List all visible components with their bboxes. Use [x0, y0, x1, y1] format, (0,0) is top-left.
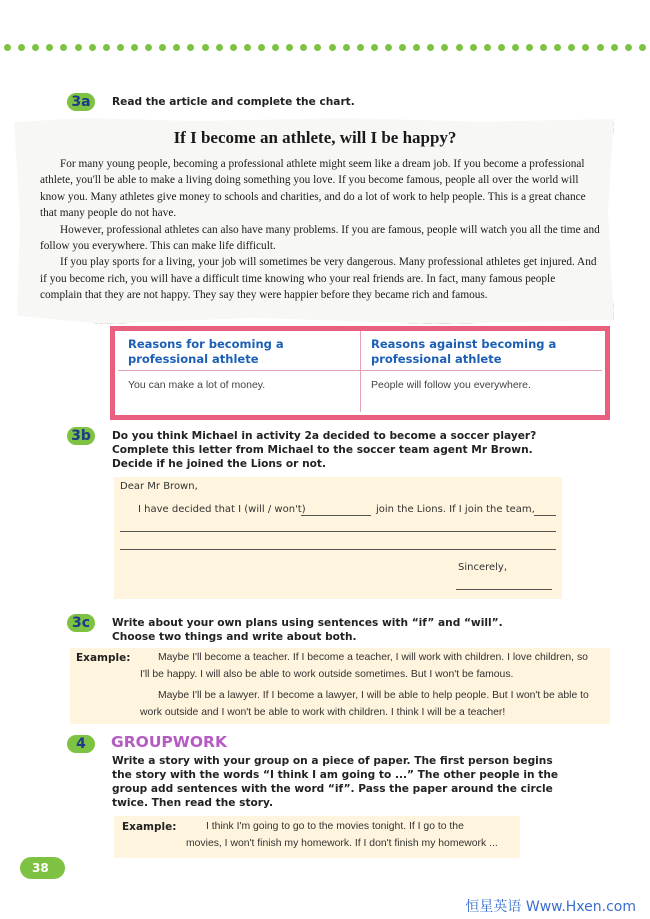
- letter-box: [114, 477, 562, 599]
- badge-3c: 3c: [67, 614, 95, 632]
- instruction-line: Decide if he joined the Lions or not.: [112, 458, 327, 470]
- blank-line[interactable]: [120, 549, 556, 550]
- dot: [498, 44, 505, 51]
- letter-greeting: Dear Mr Brown,: [120, 481, 198, 492]
- dot: [357, 44, 364, 51]
- example-label: Example:: [122, 821, 177, 833]
- chart-header-for: Reasons for becoming a professional athlete: [118, 331, 360, 371]
- dot: [611, 44, 618, 51]
- dot: [314, 44, 321, 51]
- dot: [18, 44, 25, 51]
- dot: [427, 44, 434, 51]
- dot: [582, 44, 589, 51]
- instruction-line: twice. Then read the story.: [112, 797, 273, 809]
- dotted-divider: [4, 44, 646, 54]
- dot: [131, 44, 138, 51]
- instruction-line: Complete this letter from Michael to the soccer team agent Mr Brown.: [112, 444, 533, 456]
- dot: [568, 44, 575, 51]
- instruction-3b: [112, 429, 536, 471]
- dot: [202, 44, 209, 51]
- example-label: Example:: [76, 652, 131, 664]
- instruction-line: Choose two things and write about both.: [112, 631, 357, 643]
- dot: [159, 44, 166, 51]
- letter-line1-start: I have decided that I (will / won't): [138, 504, 306, 515]
- chart-header-against: Reasons against becoming a professional athlete: [360, 331, 602, 371]
- page-number: 38: [20, 857, 65, 879]
- article-paragraph: However, professional athletes can also have many problems. If you are famous, people will watch you all the time and follow you everywhere. This can make life difficult.: [40, 223, 600, 253]
- dot: [4, 44, 11, 51]
- article-paragraph: If you play sports for a living, your job will sometimes be very dangerous. Many professional athletes get injured. And if you become rich, you will have a difficult time knowing who your real friends are. In fact, many famous people complain that they are not happy. They say they were happier before they became rich and famous.: [40, 256, 597, 302]
- dot: [173, 44, 180, 51]
- dot: [540, 44, 547, 51]
- dot: [216, 44, 223, 51]
- article-title: If I become an athlete, will I be happy?: [173, 128, 457, 147]
- instruction-line: the story with the words “I think I am going to ...” The other people in the: [112, 769, 559, 781]
- instruction-4: [112, 754, 558, 810]
- dot: [385, 44, 392, 51]
- dot: [526, 44, 533, 51]
- dot: [484, 44, 491, 51]
- dot: [639, 44, 646, 51]
- dot: [75, 44, 82, 51]
- dot: [60, 44, 67, 51]
- dot: [456, 44, 463, 51]
- dot: [597, 44, 604, 51]
- instruction-3a: Read the article and complete the chart.: [112, 96, 355, 108]
- dot: [371, 44, 378, 51]
- dot: [441, 44, 448, 51]
- dot: [343, 44, 350, 51]
- dot: [32, 44, 39, 51]
- badge-3a: 3a: [67, 93, 95, 111]
- instruction-line: Do you think Michael in activity 2a decided to become a soccer player?: [112, 430, 537, 442]
- chart-cell-against[interactable]: People will follow you everywhere.: [360, 371, 602, 412]
- instruction-line: Write about your own plans using sentences with “if” and “will”.: [112, 617, 503, 629]
- dot: [103, 44, 110, 51]
- dot: [329, 44, 336, 51]
- letter-closing: Sincerely,: [458, 562, 508, 573]
- dot: [187, 44, 194, 51]
- dot: [230, 44, 237, 51]
- article: [40, 128, 600, 304]
- dot: [413, 44, 420, 51]
- dot: [399, 44, 406, 51]
- dot: [89, 44, 96, 51]
- dot: [625, 44, 632, 51]
- example-box-3c: [70, 648, 610, 724]
- example-box-4: [114, 816, 520, 858]
- blank-line[interactable]: [534, 515, 556, 516]
- dot: [554, 44, 561, 51]
- example-text: movies, I won't finish my homework. If I don't finish my homework ...: [186, 838, 498, 849]
- instruction-line: Write a story with your group on a piece of paper. The first person begins: [112, 755, 553, 767]
- dot: [117, 44, 124, 51]
- dot: [145, 44, 152, 51]
- example-text: Maybe I'll be a lawyer. If I become a lawyer, I will be able to help people. But I won't be able to: [158, 690, 589, 701]
- badge-4: 4: [67, 735, 95, 753]
- instruction-3c: [112, 616, 503, 644]
- dot: [272, 44, 279, 51]
- reasons-chart: [110, 326, 610, 420]
- groupwork-title: GROUPWORK: [111, 733, 228, 751]
- dot: [512, 44, 519, 51]
- article-paragraph: For many young people, becoming a professional athlete might seem like a dream job. If you become a professional athlete, you'll be able to make a living doing something you love. If you become famous, people all over the world will know you. Many athletes give money to schools and charities, and do a lot of work to help people. This is a great chance that many people do not have.: [40, 158, 586, 220]
- dot: [300, 44, 307, 51]
- chart-cell-for[interactable]: You can make a lot of money.: [128, 379, 266, 391]
- badge-3b: 3b: [67, 427, 95, 445]
- blank-signature[interactable]: [456, 589, 552, 590]
- site-watermark: 恒星英语 Www.Hxen.com: [465, 899, 636, 915]
- example-text: I think I'm going to go to the movies tonight. If I go to the: [206, 821, 464, 832]
- dot: [470, 44, 477, 51]
- dot: [286, 44, 293, 51]
- dot: [244, 44, 251, 51]
- example-text: Maybe I'll become a teacher. If I become a teacher, I will work with children. I love children, so: [158, 652, 588, 663]
- letter-line1-end: join the Lions. If I join the team,: [376, 504, 535, 515]
- dot: [46, 44, 53, 51]
- instruction-line: group add sentences with the word “if”. Pass the paper around the circle: [112, 783, 553, 795]
- blank-will-wont[interactable]: [301, 515, 371, 516]
- example-text: work outside and I won't be able to work with children. I think I will be a teacher!: [140, 707, 506, 718]
- dot: [258, 44, 265, 51]
- blank-line[interactable]: [120, 531, 556, 532]
- example-text: I'll be happy. I will also be able to work outside sometimes. But I won't be famous.: [140, 669, 514, 680]
